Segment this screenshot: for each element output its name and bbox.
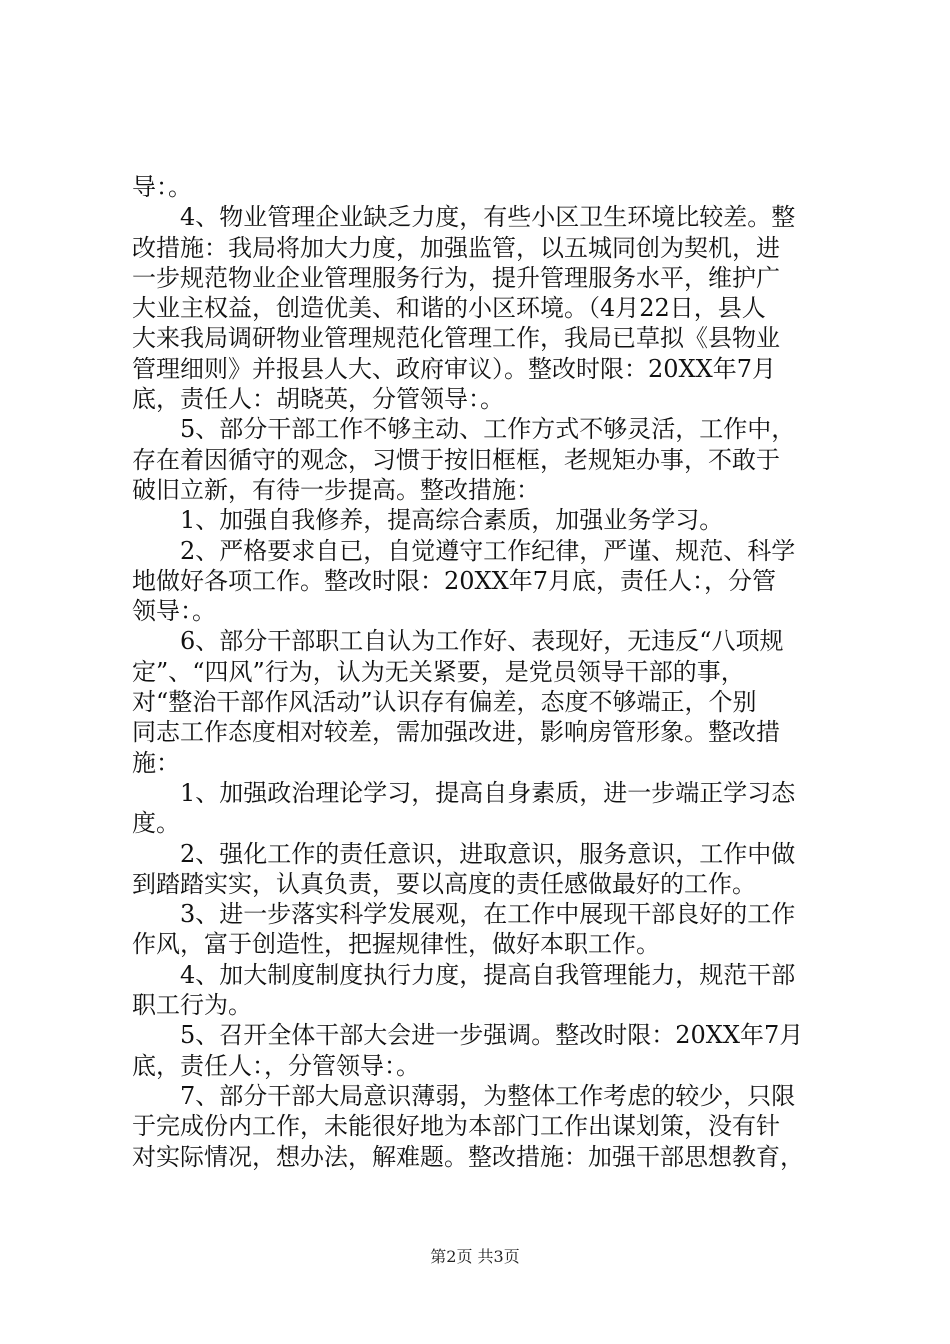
text-line: 2、强化工作的责任意识，进取意识，服务意识，工作中做 [132,839,796,868]
text-line: 6、部分干部职工自认为工作好、表现好，无违反“八项规 [132,627,784,656]
text-line: 职工行为。 [132,991,252,1020]
text-line: 4、加大制度制度执行力度，提高自我管理能力，规范干部 [132,960,796,989]
text-line: 领导：。 [132,597,216,626]
text-line: 对实际情况，想办法，解难题。整改措施：加强干部思想教育， [132,1142,804,1171]
text-line: 度。 [132,809,180,838]
text-line: 3、进一步落实科学发展观，在工作中展现干部良好的工作 [132,900,796,929]
text-line: 5、召开全体干部大会进一步强调。整改时限：20XX年7月 [132,1021,804,1050]
text-line: 大业主权益，创造优美、和谐的小区环境。（4月22日，县人 [132,294,766,323]
text-line: 管理细则》并报县人大、政府审议）。整改时限：20XX年7月 [132,354,776,383]
text-line: 1、加强政治理论学习，提高自身素质，进一步端正学习态 [132,778,796,807]
document-body [132,172,832,1172]
text-line: 5、部分干部工作不够主动、工作方式不够灵活，工作中， [132,415,796,444]
text-line: 底，责任人：，分管领导：。 [132,1051,420,1080]
page-number-label: 第2页 共3页 [430,1247,520,1266]
text-line: 改措施：我局将加大力度，加强监管，以五城同创为契机，进 [132,233,780,262]
text-line: 施： [132,748,180,777]
page-footer [0,1244,950,1267]
text-line: 1、加强自我修养，提高综合素质，加强业务学习。 [132,506,724,535]
text-line: 到踏踏实实，认真负责，要以高度的责任感做最好的工作。 [132,869,756,898]
text-line: 导：。 [132,173,192,201]
text-line: 底，责任人：胡晓英，分管领导：。 [132,385,504,414]
text-line: 2、严格要求自已，自觉遵守工作纪律，严谨、规范、科学 [132,536,796,565]
text-line: 定”、“四风”行为，认为无关紧要，是党员领导干部的事， [132,657,745,686]
text-line: 4、物业管理企业缺乏力度，有些小区卫生环境比较差。整 [132,203,796,232]
text-line: 存在着因循守的观念，习惯于按旧框框，老规矩办事，不敢于 [132,445,780,474]
text-line: 地做好各项工作。整改时限：20XX年7月底，责任人：，分管 [132,566,776,595]
text-line: 一步规范物业企业管理服务行为，提升管理服务水平，维护广 [132,263,780,292]
text-line: 作风，富于创造性，把握规律性，做好本职工作。 [132,930,660,959]
text-line: 破旧立新，有待一步提高。整改措施： [132,475,540,504]
text-line: 同志工作态度相对较差，需加强改进，影响房管形象。整改措 [132,718,780,747]
text-line: 7、部分干部大局意识薄弱，为整体工作考虑的较少，只限 [132,1081,796,1110]
text-line: 大来我局调研物业管理规范化管理工作，我局已草拟《县物业 [132,324,780,353]
text-line: 于完成份内工作，未能很好地为本部门工作出谋划策，没有针 [132,1112,780,1141]
text-line: 对“整治干部作风活动”认识存有偏差，态度不够端正，个别 [132,688,757,717]
